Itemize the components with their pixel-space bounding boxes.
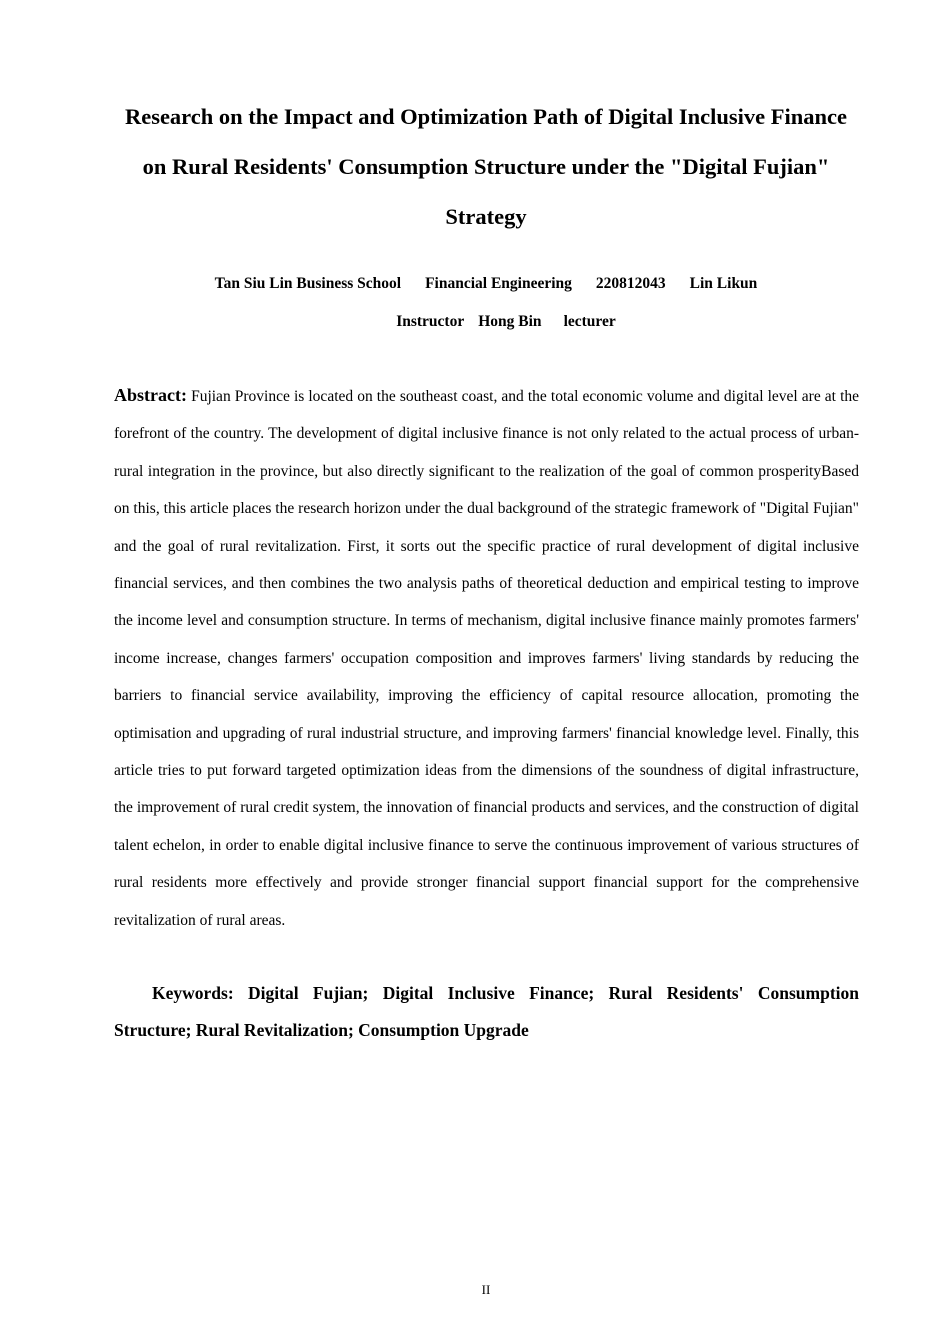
instructor-title: lecturer bbox=[563, 313, 616, 330]
abstract-paragraph bbox=[114, 377, 859, 939]
page-number: II bbox=[481, 1282, 491, 1297]
keywords-paragraph: Keywords: Digital Fujian; Digital Inclusive Finance; Rural Residents' Consumption Structure; Rural Revitalization; Consumption Upgrade bbox=[114, 983, 859, 1040]
abstract-text: Fujian Province is located on the southeast coast, and the total economic volume and digital level are at the forefront of the country. The development of digital inclusive finance is not only related to the actual process of urban-rural integration in the province, but also directly significant to the realization of the goal of common prosperityBased on this, this article places the research horizon under the dual background of the strategic framework of "Digital Fujian" and the goal of rural revitalization. First, it sorts out the specific practice of rural development of digital inclusive financial services, and then combines the two analysis paths of theoretical deduction and empirical testing to improve the income level and consumption structure. In terms of mechanism, digital inclusive finance mainly promotes farmers' income increase, changes farmers' occupation composition and improves farmers' living standards by reducing the barriers to financial service availability, improving the efficiency of capital resource allocation, promoting the optimisation and upgrading of rural industrial structure, and improving farmers' financial knowledge level. Finally, this article tries to put forward targeted optimization ideas from the dimensions of the soundness of digital infrastructure, the improvement of rural credit system, the innovation of financial products and services, and the construction of digital talent echelon, in order to enable digital inclusive finance to serve the continuous improvement of various structures of rural residents more effectively and provide stronger financial support financial support for the comprehensive revitalization of rural areas. bbox=[114, 388, 860, 929]
major-name: Financial Engineering bbox=[425, 275, 572, 292]
author-name: Lin Likun bbox=[689, 275, 758, 292]
student-id: 220812043 bbox=[595, 275, 666, 292]
abstract-label: Abstract: bbox=[114, 385, 187, 405]
instructor-name: Hong Bin bbox=[478, 313, 542, 330]
paper-title: Research on the Impact and Optimization Path of Digital Inclusive Finance on Rural Residents' Consumption Structure under the "Digital Fujian" Strategy bbox=[124, 104, 848, 229]
school-name: Tan Siu Lin Business School bbox=[214, 275, 402, 292]
instructor-label: Instructor bbox=[396, 313, 465, 330]
instructor-info-line bbox=[112, 310, 900, 334]
author-info-line bbox=[112, 272, 860, 296]
